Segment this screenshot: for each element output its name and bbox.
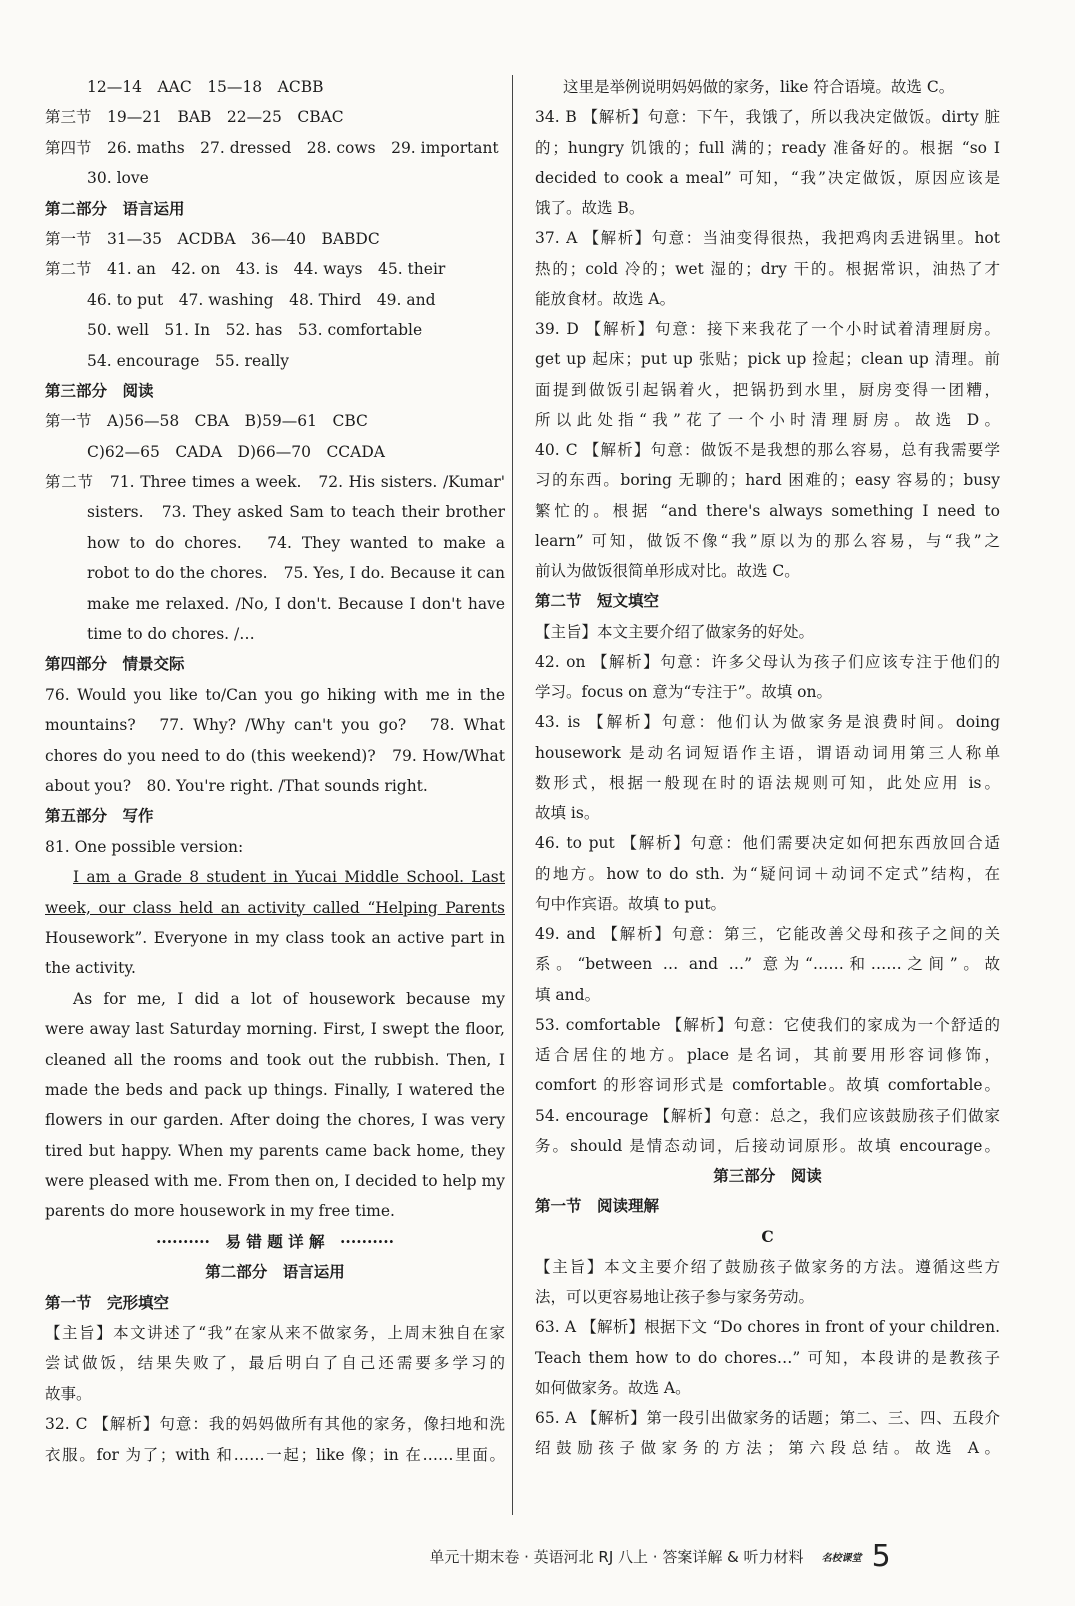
section-heading: 第二节 短文填空 [535,591,660,611]
page-number: 5 [871,1538,891,1574]
text-line: 第一节 31—35 ACDBA 36—40 BABDC [45,229,380,248]
section-heading: 第一节 阅读理解 [535,1196,660,1216]
text-line: were away last Saturday morning. First, I swept the floor, [45,1020,505,1039]
text-line: 50. well 51. In 52. has 53. comfortable [87,321,423,340]
section-heading: 第二部分 语言运用 [45,198,185,218]
text-line: 37. A 【解析】句意：当油变得很热，我把鸡肉丢进锅里。hot [535,229,1000,248]
text-line: 习的东西。boring 无聊的；hard 困难的；easy 容易的；busy [535,471,1000,490]
page-footer [300,1536,1020,1576]
text-line: 热的；cold 冷的；wet 湿的；dry 干的。根据常识，油热了才 [535,259,1000,278]
text-line: 49. and 【解析】句意：第三，它能改善父母和孩子之间的关 [535,925,1000,943]
text-line: 32. C 【解析】句意：我的妈妈做所有其他的家务，像扫地和洗 [45,1415,505,1434]
text-line: 76. Would you like to/Can you go hiking with me in the [45,685,505,704]
text-line: 39. D 【解析】句意：接下来我花了一个小时试着清理厨房。 [535,320,1000,338]
text-line: chores do you need to do (this weekend)? 79. How/What [45,746,505,765]
text-line: comfort 的形容词形式是 comfortable。故填 comfortable。 [535,1076,1000,1095]
text-line: As for me, I did a lot of housework because my [73,989,505,1008]
publisher-logo: 名校课堂 [821,1552,862,1564]
section-heading: 第五部分 写作 [45,806,154,826]
text-line: 【主旨】本文讲述了“我”在家从来不做家务，上周末独自在家 [45,1324,505,1343]
text-line: 前认为做饭很简单形成对比。故选 C。 [535,562,800,580]
text-line: tired but happy. When my parents came back home, they [45,1141,505,1160]
text-line: 34. B 【解析】句意：下午，我饿了，所以我决定做饭。dirty 脏 [535,108,1000,127]
text-line: 绍鼓励孩子做家务的方法；第六段总结。故选 A。 [535,1439,1000,1458]
text-line: 43. is 【解析】句意：他们认为做家务是浪费时间。doing [535,713,1000,732]
text-line: 故事。 [45,1384,92,1403]
text-line: 第二节 41. an 42. on 43. is 44. ways 45. their [45,260,446,279]
text-line: 第三节 19—21 BAB 22—25 CBAC [45,108,344,127]
text-line: decided to cook a meal” 可知，“我”决定做饭，原因应该是 [535,168,1000,187]
text-line: 学习。focus on 意为“专注于”。故填 on。 [535,683,832,701]
text-line: I am a Grade 8 student in Yucai Middle School. Last [73,868,505,887]
text-line: 第一节 A)56—58 CBA B)59—61 CBC [45,412,368,431]
text-line: 12—14 AAC 15—18 ACBB [87,78,324,96]
section-heading: 第二部分 语言运用 [205,1262,345,1282]
text-line: 第四节 26. maths 27. dressed 28. cows 29. important [45,138,499,157]
text-line: the activity. [45,959,136,978]
left-column [45,72,505,1470]
text-line: 63. A 【解析】根据下文 “Do chores in front of your children. [535,1318,1000,1337]
text-line: 繁忙的。根据 “and there's always something I need to [535,501,1000,520]
text-line: 务。should 是情态动词，后接动词原形。故填 encourage。 [535,1136,1000,1155]
text-line: 30. love [87,169,149,188]
section-heading: 第一节 完形填空 [45,1292,170,1312]
section-heading: 第四部分 情景交际 [45,654,185,674]
text-line: how to do chores. 74. They wanted to make a [87,533,505,552]
text-line: 句中作宾语。故填 to put。 [535,894,727,913]
text-line: 的；hungry 饥饿的；full 满的；ready 准备好的。根据 “so I [535,138,1000,157]
text-line: C)62—65 CADA D)66—70 CCADA [87,442,385,461]
text-line: get up 起床；put up 张贴；pick up 捡起；clean up 清理。前 [535,350,1000,369]
text-line: parents do more housework in my free time. [45,1202,395,1221]
text-line: were pleased with me. From then on, I decided to help my [45,1172,505,1191]
section-heading: C [761,1226,774,1246]
section-heading: 第三部分 阅读 [45,380,154,400]
text-line: 54. encourage 【解析】句意：总之，我们应该鼓励孩子们做家 [535,1106,1000,1125]
text-line: 的地方。how to do sth. 为“疑问词＋动词不定式”结构，在 [535,864,1000,883]
text-line: about you? 80. You're right. /That sounds right. [45,776,428,795]
section-heading: ·········· 易 错 题 详 解 ·········· [155,1231,394,1251]
text-line: 53. comfortable 【解析】句意：它使我们的家成为一个舒适的 [535,1015,1000,1034]
text-line: cleaned all the rooms and took out the rubbish. Then, I [45,1050,505,1069]
text-line: 所以此处指“我”花了一个小时清理厨房。故选 D。 [535,410,1000,429]
footer-text: 单元十期末卷 · 英语河北 RJ 八上 · 答案详解 & 听力材料 [429,1547,804,1566]
text-line: made the beds and pack up things. Finally, I watered the [45,1080,505,1099]
text-line: 饿了。故选 B。 [535,199,645,217]
column-divider [512,75,513,1515]
text-line: 适合居住的地方。place 是名词，其前要用形容词修饰， [535,1046,1000,1064]
text-line: 数形式，根据一般现在时的语法规则可知，此处应用 is。 [535,773,1000,792]
text-line: 42. on 【解析】句意：许多父母认为孩子们应该专注于他们的 [535,652,1000,671]
text-line: make me relaxed. /No, I don't. Because I don't have [87,594,505,613]
text-line: 衣服。for 为了；with 和……一起；like 像；in 在……里面。 [45,1445,505,1464]
text-line: Housework”. Everyone in my class took an active part in [45,928,505,947]
section-heading: 第三部分 阅读 [713,1166,822,1185]
text-line: 第二节 71. Three times a week. 72. His sisters. /Kumar' [45,473,505,492]
text-line: learn” 可知，做饭不像“我”原以为的那么容易，与“我”之 [535,531,1000,550]
text-line: 如何做家务。故选 A。 [535,1378,691,1397]
text-line: 能放食材。故选 A。 [535,289,676,308]
text-line: flowers in our garden. After doing the chores, I was very [45,1111,505,1130]
text-line: 46. to put 47. washing 48. Third 49. and [87,290,436,309]
text-line: 46. to put 【解析】句意：他们需要决定如何把东西放回合适 [535,834,1000,853]
text-line: 系。“between … and …” 意为“……和……之间”。故 [535,955,1000,974]
text-line: 65. A 【解析】第一段引出做家务的话题；第二、三、四、五段介 [535,1409,1000,1427]
text-line: 81. One possible version: [45,837,244,856]
text-line: robot to do the chores. 75. Yes, I do. Because it can [87,564,505,583]
text-line: sisters. 73. They asked Sam to teach their brother [87,503,505,522]
text-line: 这里是举例说明妈妈做的家务，like 符合语境。故选 C。 [563,78,955,96]
text-line: 尝试做饭，结果失败了，最后明白了自己还需要多学习的 [45,1354,505,1373]
text-line: mountains? 77. Why? /Why can't you go? 78. What [45,716,505,735]
text-line: 【主旨】本文主要介绍了做家务的好处。 [535,622,815,641]
text-line: 【主旨】本文主要介绍了鼓励孩子做家务的方法。遵循这些方 [535,1257,1000,1276]
text-line: 54. encourage 55. really [87,351,290,370]
text-line: 面提到做饭引起锅着火，把锅扔到水里，厨房变得一团糟， [535,380,1000,399]
text-line: housework 是动名词短语作主语，谓语动词用第三人称单 [535,743,1000,762]
text-line: 填 and。 [535,985,601,1004]
text-line: time to do chores. /… [87,625,255,644]
text-line: 40. C 【解析】句意：做饭不是我想的那么容易，总有我需要学 [535,441,1000,459]
right-column [535,72,1000,1464]
text-line: week, our class held an activity called “Helping Parents [45,898,505,917]
text-line: Teach them how to do chores…” 可知，本段讲的是教孩子 [535,1348,1000,1367]
text-line: 故填 is。 [535,804,600,822]
text-line: 法，可以更容易地让孩子参与家务劳动。 [535,1288,815,1306]
